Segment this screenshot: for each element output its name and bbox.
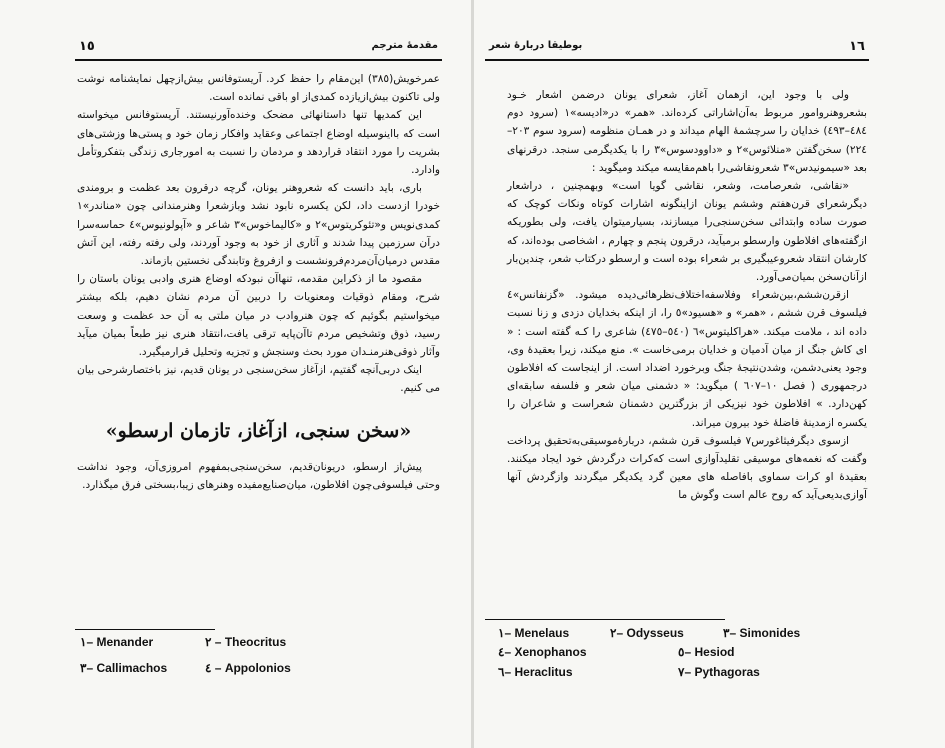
running-head: مقدمهٔ مترجم bbox=[371, 40, 438, 51]
footnote: ٥– Hesiod bbox=[678, 645, 735, 659]
footnote: ٦– Heraclitus bbox=[498, 665, 573, 679]
paragraph: اینک دربی‌آنچه گفتیم، ازآغاز سخن‌سنجی در یونان قدیم، نیز باختصارشرحی بیان می کنیم. bbox=[77, 364, 440, 395]
footnote: ٣– Simonides bbox=[723, 626, 801, 640]
running-head: بوطیقا دربارهٔ شعر bbox=[489, 40, 583, 51]
footnote: ١– Menander bbox=[80, 635, 154, 649]
left-page bbox=[0, 0, 472, 748]
page-header bbox=[485, 39, 869, 61]
footnote-rule bbox=[75, 629, 215, 630]
page-number: ١٦ bbox=[849, 39, 865, 54]
footnote: ٤ – Appolonios bbox=[205, 661, 291, 675]
footnote: ٤– Xenophanos bbox=[498, 645, 587, 659]
footnote: ٢– Odysseus bbox=[610, 626, 684, 640]
paragraph: ولی با وجود این، ازهمان آغاز، شعرای یونان درضمن اشعار خـود بشعروهنروامور مربوط به‌آن‌اشاراتی کرده‌اند. «همر» در«ادیسه»١ (سرود دوم ٤٨٤–٤٩٣) خدایان را سرچشمهٔ الهام میداند و در همـان منظومه (سرود سوم ٢٠٣–٢٢٤) سخن‌گفتن «منلائوس»٢ و «داوودسوس»٣ را با یکدیگرمی سنجد. درقرنهای بعد «سیمونیدس»٣ شعرونقاشی‌را باهم‌مقایسه میکند ومیگوید : bbox=[507, 89, 867, 174]
page-number: ١٥ bbox=[79, 39, 95, 54]
footnotes bbox=[498, 626, 898, 686]
footnote: ٢ – Theocritus bbox=[205, 635, 287, 649]
paragraph: ازسوی دیگرفیثاغورس٧ فیلسوف قرن ششم، دربارهٔ‌موسیقی‌به‌تحقیق پرداخت وگفت که نغمه‌های موسیقی تقلیدآوازی است که‌کرات درگردش خود ایجاد میکنند. بعقیدهٔ او کرات سماوی بافاصله های معین گرد یکدیگر میگردند وازگردش آنها آوازی‌بدیعی‌آید که روح عالم است وگوش ما bbox=[507, 434, 867, 502]
paragraph: باری، باید دانست که شعروهنر یونان، گرچه درقرون بعد عظمت و برومندی خودرا ازدست داد، لکن یکسره نابود نشد وبازشعرا وهنرمندانی چون «مناندر»١ کمدی‌نویس و«تئوکریتوس»٢ و «کالیماخوس»٣ شاعر و «آپولونیوس»٤ حماسه‌سرا درآن سرزمین پیدا شدند و آثاری از خود به وجود آوردند، ولی رفته رفته، این آتش مقدس درمیان‌آن‌مردم‌فرونشست و ازفروغ وتابندگی نخستین بازماند. bbox=[77, 182, 440, 268]
paragraph: ازقرن‌ششم،بین‌شعراء وفلاسفه‌اختلاف‌نظرهائی‌دیده میشود. «گزنفانس»٤ فیلسوف قرن ششم ، «همر» و «هسیود»٥ را، از اینکه بخدایان دزدی و زنا نسبت داده اند ، ملامت میکند. «هراکلیتوس»٦ (٥٤٠–٤٧٥) شاعری را کـه گفته است : « ای کاش جنگ از میان آدمیان و خدایان برمی‌خاست ». منع میکند، زیرا بعقیدهٔ وی، وجود یعنی‌دشمن، وشدن‌نتیجهٔ جنگ وبرخورد اضداد است. از اینجاست که افلاطون درجمهوری ( فصل ١٠–٦٠٧ ) میگوید: « دشمنی میان شعر و فلسفه سابقه‌ای کهن‌دارد. » افلاطون خود نیزیکی از بزرگترین دشمنان شعراست و شاعران را یکسره ازمدینهٔ فاضلهٔ خود بیرون میراند. bbox=[507, 289, 868, 429]
paragraph: پیش‌از ارسطو، دریونان‌قدیم، سخن‌سنجی‌بمفهوم امروزی‌آن، وجود نداشت وحتی فیلسوفی‌چون افلاطون، میان‌صنایع‌مفیده وهنرهای زیبا،بسختی فرق میگذارد. bbox=[77, 460, 440, 492]
paragraph: «نقاشی، شعرصامت، وشعر، نقاشی گویا است» وبهمچنین ، دراشعار دیگرشعرای قرن‌هفتم وششم یونان ازاینگونه اشارات کوتاه ونکات کوچک که صورت ساده وابتدائی سخن‌سنجی‌را میسازند، بسیارمیتوان یافت، ولی بطوریکه ازگفته‌های افلاطون وارسطو برمیآید، درقرون پنجم و چهارم ، اشخاصی بوده‌اند، که کارشان انتقاد شعروعیبگیری بر شعراء بوده است و ارسطو درکتاب شعر، چندین‌بار ازآنان‌سخن بمیان‌می‌آورد. bbox=[507, 180, 867, 284]
footnote: ٣– Callimachos bbox=[80, 661, 168, 675]
footnotes bbox=[80, 635, 410, 695]
footnote-rule bbox=[485, 619, 725, 620]
page-header bbox=[75, 39, 442, 61]
footnote: ٧– Pythagoras bbox=[678, 665, 760, 679]
right-page bbox=[474, 0, 945, 748]
paragraph: مقصود ما از ذکراین مقدمه، تنهاآن نبودکه اوضاع هنری وادبی یونان باستان را شرح، ومقام ذوقیات ومعنویات را دربین آن مردم نشان دهیم، بلکه بیشتر میخواستیم بگوئیم که چون هنروادب در میان ملتی به آن حد عظمت و وسعت رسید، ذوق وتشخیص مردم تاآن‌پایه ترقی یافت،انتقاد هنری نیز طبعاً بمیان میآید وآثار ذوقی‌هنرمنـدان مورد بحث وسنجش و تجزیه وتحلیل قرارمیگیرد. bbox=[77, 273, 440, 359]
footnote: ١– Menelaus bbox=[498, 626, 570, 640]
paragraph: عمرخویش(٣٨٥) این‌مقام را حفظ کرد. آریستوفانس بیش‌ازچهل نمایشنامه نوشت ولی تاکنون بیش‌ازیازده کمدی‌از او باقی نمانده است. bbox=[77, 73, 440, 104]
body-text bbox=[507, 86, 867, 505]
body-text bbox=[77, 70, 440, 494]
paragraph: این کمدیها تنها داستانهائی مضحک وخنده‌آورنیستند. آریستوفانس میخواسته است که بااینوسیله اوضاع اجتماعی وعقاید وافکار زمان خود و پستی‌ها وزشتی‌های بشریت را مورد انتقاد قراردهد و مردمان را نسبت به امورجاری زندگی بتفکروتأمل وادارد. bbox=[77, 109, 440, 177]
section-title: «سخن سنجی، ازآغاز، تازمان ارسطو» bbox=[105, 419, 412, 442]
